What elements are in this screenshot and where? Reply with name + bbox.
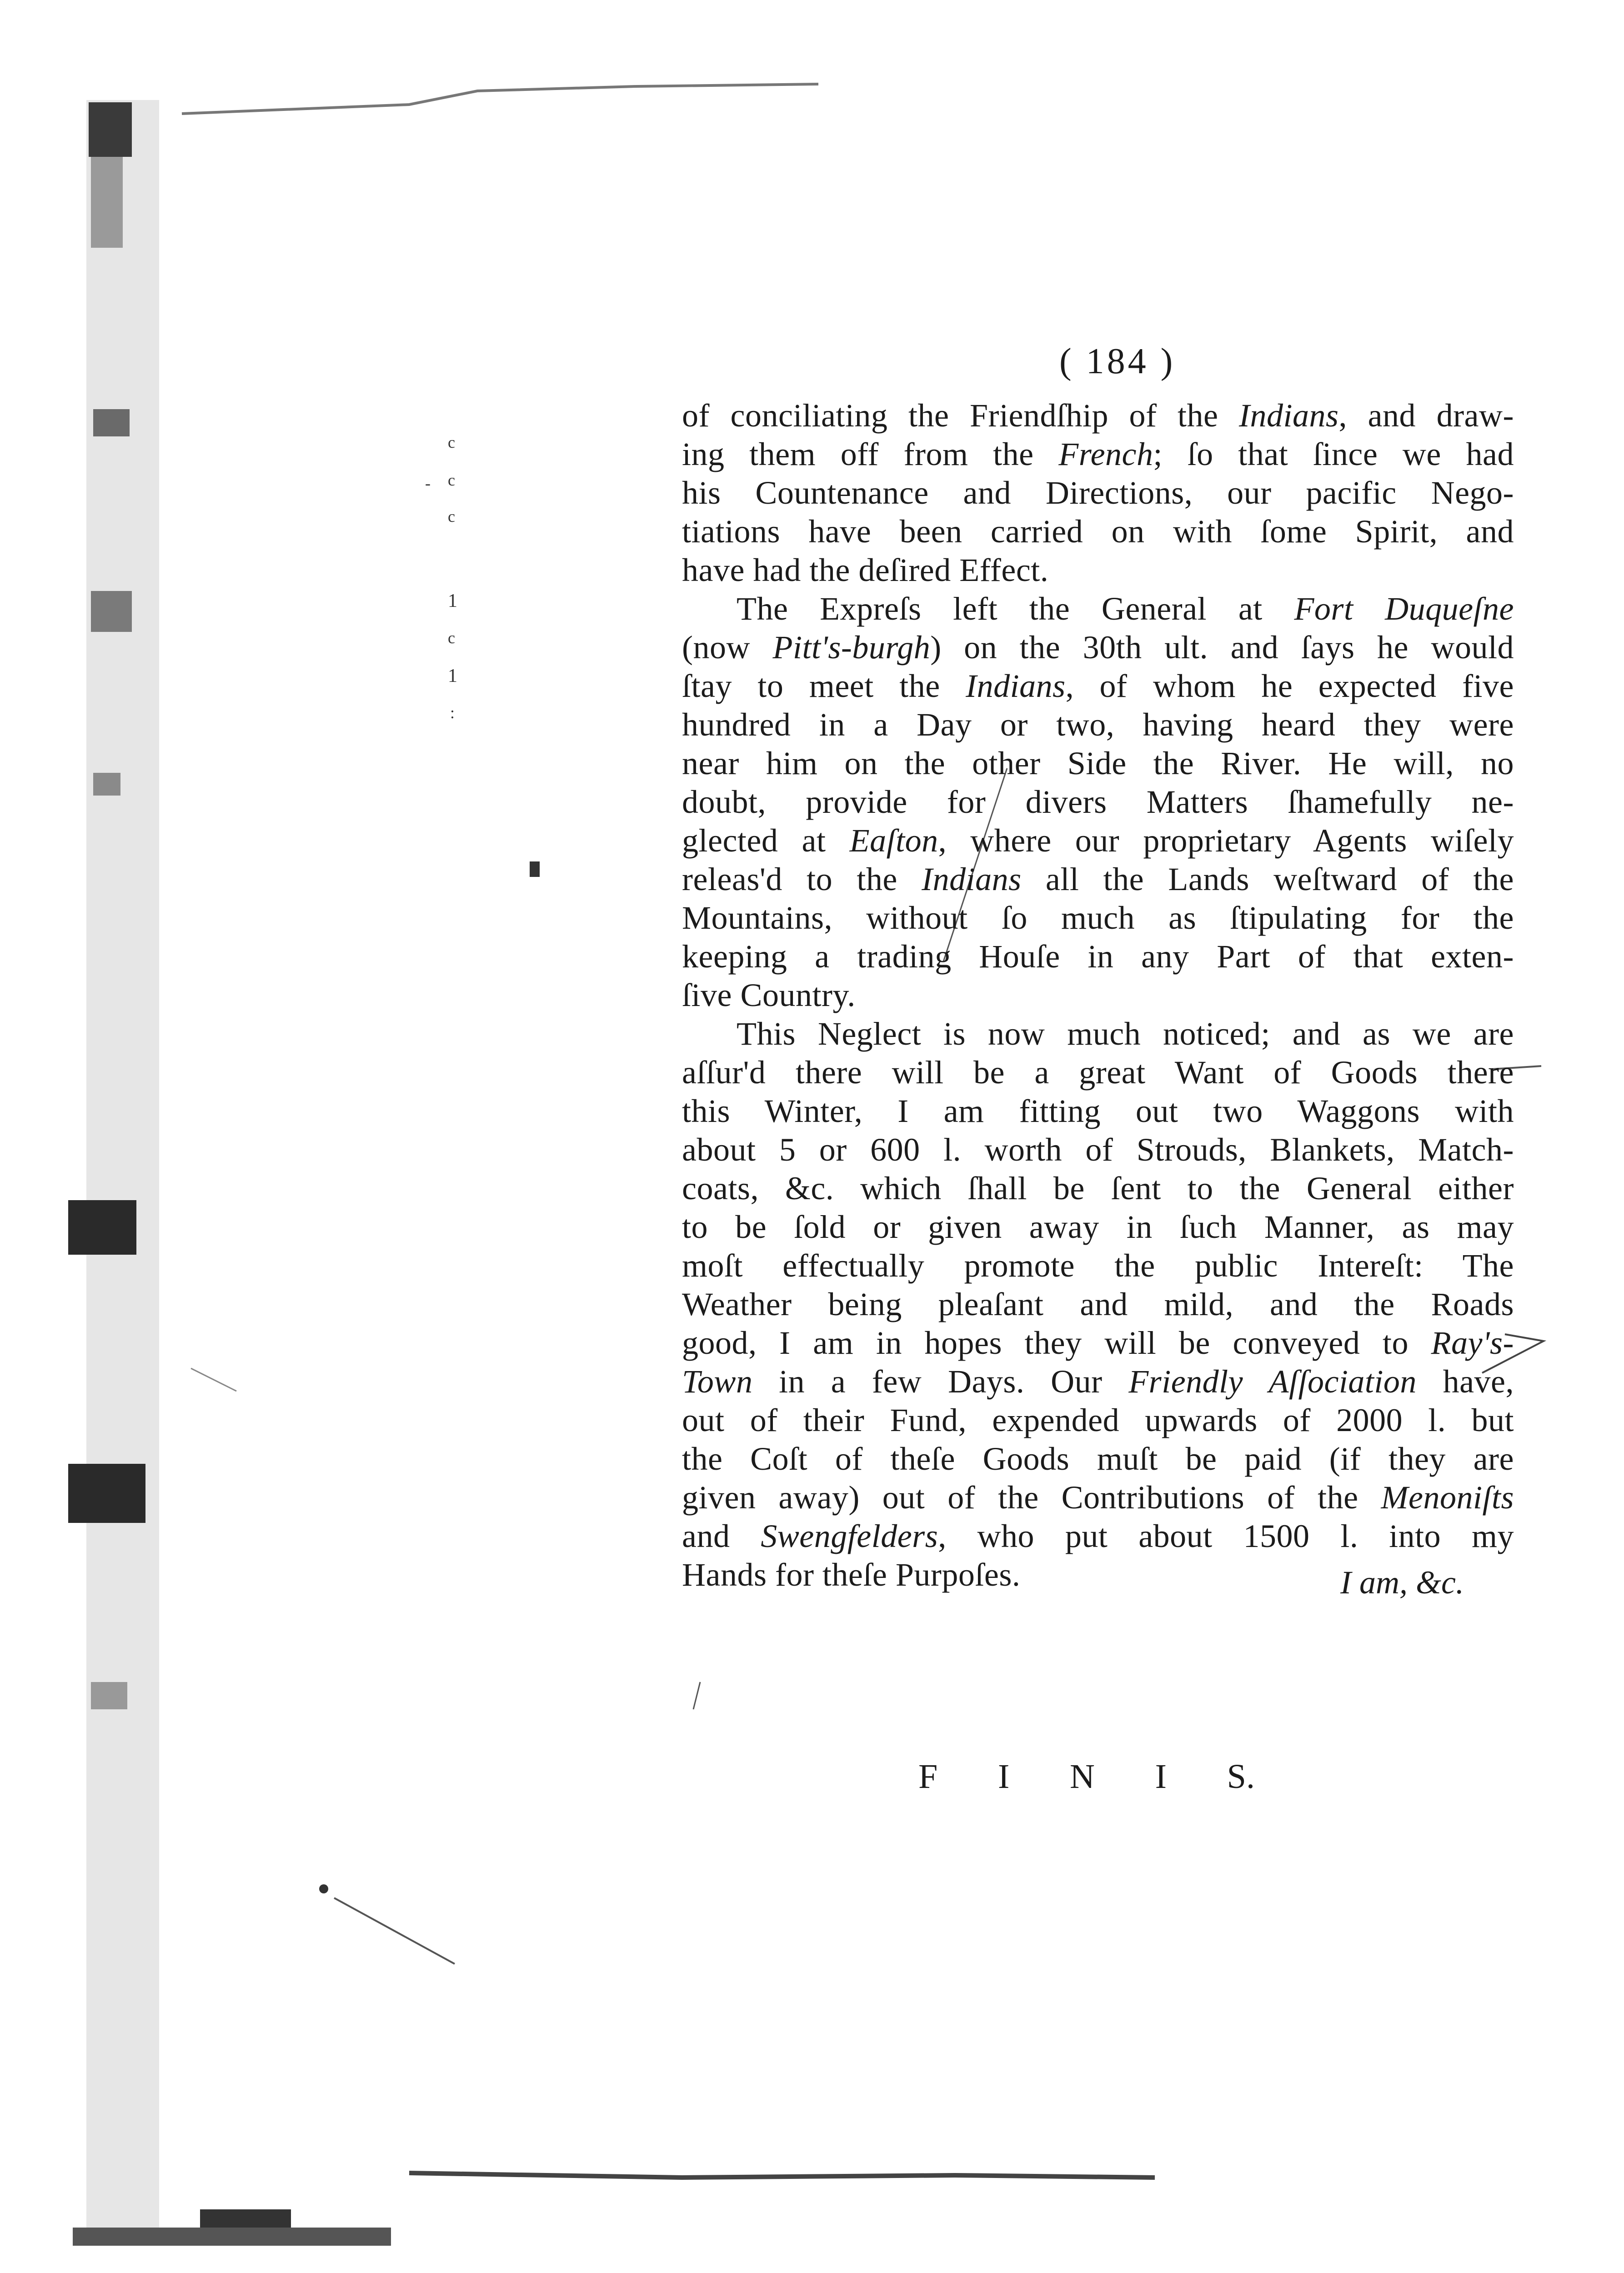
finis-letter: F: [918, 1757, 938, 1796]
text-line: coats, &c. which ſhall be ſent to the General either: [682, 1170, 1514, 1207]
text-line: releas'd to the Indians all the Lands weſtward of the: [682, 861, 1514, 897]
svg-text:c: c: [448, 629, 455, 647]
svg-text:c: c: [448, 433, 455, 451]
svg-text:1: 1: [448, 591, 457, 611]
italic-text: Town: [682, 1363, 753, 1400]
svg-text:1: 1: [448, 666, 457, 686]
text-line: out of their Fund, expended upwards of 2000 l. but: [682, 1402, 1514, 1438]
text-line: (now Pitt's-burgh) on the 30th ult. and ſays he would: [682, 629, 1514, 666]
page-number: ( 184 ): [1059, 341, 1176, 381]
italic-text: Indians: [1239, 397, 1339, 434]
svg-text::: :: [450, 704, 455, 722]
top-edge-line: [182, 84, 818, 114]
closing-salutation: [1340, 1564, 1464, 1602]
text-line: have had the deſired Effect.: [682, 552, 1049, 588]
text-line: of conciliating the Friendſhip of the Indians, and draw-: [682, 397, 1514, 434]
text-line: The Expreſs left the General at Fort Duqueſne: [737, 591, 1514, 627]
text-line: his Countenance and Directions, our pacific Nego-: [682, 475, 1514, 511]
text-line: the Coſt of theſe Goods muſt be paid (if they are: [682, 1441, 1514, 1477]
pencil-stroke-6: [191, 1368, 236, 1391]
bottom-edge-line: [409, 2173, 1155, 2178]
finis-heading: [918, 1757, 1255, 1797]
text-line: Weather being pleaſant and mild, and the Roads: [682, 1286, 1514, 1322]
margin-marks: [319, 433, 540, 1893]
text-line: near him on the other Side the River. He will, no: [682, 745, 1514, 781]
text-line: to be ſold or given away in ſuch Manner, as may: [682, 1209, 1514, 1245]
text-line: and Swengfelders, who put about 1500 l. into my: [682, 1518, 1514, 1554]
italic-text: Menoniſts: [1381, 1479, 1514, 1516]
pencil-stroke-5: [693, 1682, 700, 1709]
text-line: Town in a few Days. Our Friendly Aſſociation have,: [682, 1363, 1514, 1400]
text-line: hundred in a Day or two, having heard they were: [682, 706, 1514, 743]
text-line: Hands for theſe Purpoſes.: [682, 1557, 1021, 1593]
closing-salutation-text: I am, &c.: [1340, 1564, 1464, 1601]
italic-text: Swengfelders: [761, 1518, 938, 1554]
finis-letter: I: [1155, 1757, 1167, 1796]
text-line: This Neglect is now much noticed; and as we are: [737, 1016, 1514, 1052]
text-line: this Winter, I am fitting out two Waggons with: [682, 1093, 1514, 1129]
text-line: ſive Country.: [682, 977, 856, 1013]
text-line: keeping a trading Houſe in any Part of that exten-: [682, 938, 1514, 975]
italic-text: Eaſton: [849, 822, 938, 859]
svg-text:c: c: [448, 471, 455, 489]
binding-shadow: [68, 100, 391, 2246]
svg-text:c: c: [448, 507, 455, 526]
text-line: doubt, provide for divers Matters ſhamefully ne-: [682, 784, 1514, 820]
italic-text: Friendly Aſſociation: [1128, 1363, 1417, 1400]
italic-text: Ray's-: [1431, 1325, 1514, 1361]
finis-letter: N: [1070, 1757, 1095, 1796]
italic-text: Indians: [966, 668, 1066, 704]
text-line: ing them off from the French; ſo that ſince we had: [682, 436, 1514, 472]
text-line: ſtay to meet the Indians, of whom he expected five: [682, 668, 1514, 704]
text-line: given away) out of the Contributions of the Menoniſts: [682, 1479, 1514, 1516]
text-line: aſſur'd there will be a great Want of Goods there: [682, 1054, 1514, 1091]
text-line: tiations have been carried on with ſome Spirit, and: [682, 513, 1514, 550]
text-line: moſt effectually promote the public Intereſt: The: [682, 1247, 1514, 1284]
finis-letter: S.: [1227, 1757, 1255, 1796]
italic-text: Fort Duqueſne: [1294, 591, 1514, 627]
italic-text: Pitt's-burgh: [772, 629, 931, 666]
italic-text: Indians: [922, 861, 1022, 897]
italic-text: French: [1058, 436, 1153, 472]
text-line: good, I am in hopes they will be conveyed to Ray's-: [682, 1325, 1514, 1361]
svg-text:-: -: [425, 474, 431, 492]
text-line: about 5 or 600 l. worth of Strouds, Blankets, Match-: [682, 1131, 1514, 1168]
text-line: Mountains, without ſo much as ſtipulating for the: [682, 900, 1514, 936]
text-line: glected at Eaſton, where our proprietary Agents wiſely: [682, 822, 1514, 859]
pencil-stroke-1: [334, 1898, 455, 1964]
body-text: [682, 396, 1514, 1594]
finis-letter: I: [998, 1757, 1010, 1796]
